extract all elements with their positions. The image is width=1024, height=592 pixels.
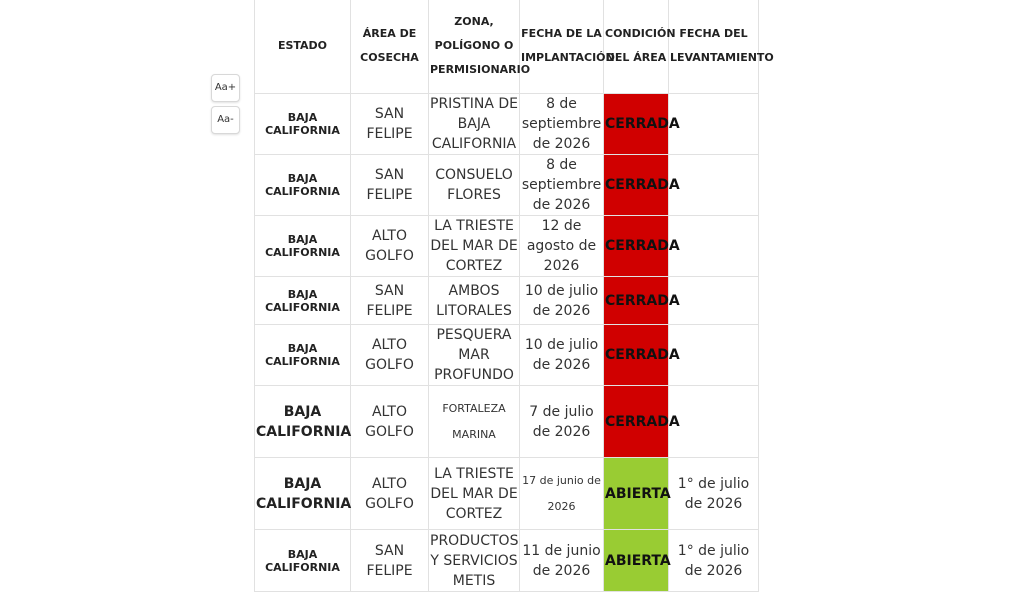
cell-zona: LA TRIESTE DEL MAR DE CORTEZ <box>429 216 520 277</box>
cell-condicion: CERRADA <box>604 386 669 458</box>
header-area: ÁREA DE COSECHA <box>351 0 429 94</box>
decrease-font-button[interactable]: Aa- <box>211 106 240 134</box>
table-row <box>255 386 759 458</box>
table-header-row <box>255 0 759 94</box>
cell-estado: BAJA CALIFORNIA <box>255 530 351 592</box>
cell-area: ALTO GOLFO <box>351 386 429 458</box>
table-row <box>255 458 759 530</box>
cell-fecha-levantamiento <box>669 94 759 155</box>
cell-condicion: CERRADA <box>604 155 669 216</box>
cell-area: SAN FELIPE <box>351 94 429 155</box>
cell-fecha-levantamiento <box>669 216 759 277</box>
cell-estado: BAJA CALIFORNIA <box>255 386 351 458</box>
cell-fecha-implantacion: 8 de septiembre de 2026 <box>520 155 604 216</box>
header-estado: ESTADO <box>255 0 351 94</box>
table-row <box>255 216 759 277</box>
table-row <box>255 277 759 325</box>
cell-condicion: ABIERTA <box>604 530 669 592</box>
cell-area: ALTO GOLFO <box>351 458 429 530</box>
table-row <box>255 325 759 386</box>
cell-area: ALTO GOLFO <box>351 325 429 386</box>
cell-condicion: CERRADA <box>604 277 669 325</box>
cell-condicion: CERRADA <box>604 325 669 386</box>
cell-fecha-levantamiento <box>669 155 759 216</box>
cell-fecha-levantamiento <box>669 325 759 386</box>
table-row <box>255 530 759 592</box>
cell-zona: FORTALEZA MARINA <box>429 386 520 458</box>
cell-fecha-implantacion: 11 de junio de 2026 <box>520 530 604 592</box>
cell-zona: PRISTINA DE BAJA CALIFORNIA <box>429 94 520 155</box>
font-size-controls <box>211 74 240 138</box>
cell-condicion: ABIERTA <box>604 458 669 530</box>
cell-fecha-implantacion: 10 de julio de 2026 <box>520 325 604 386</box>
cell-zona: PESQUERA MAR PROFUNDO <box>429 325 520 386</box>
cell-zona: CONSUELO FLORES <box>429 155 520 216</box>
table-row <box>255 94 759 155</box>
cell-fecha-implantacion: 17 de junio de 2026 <box>520 458 604 530</box>
cell-area: ALTO GOLFO <box>351 216 429 277</box>
cell-fecha-implantacion: 7 de julio de 2026 <box>520 386 604 458</box>
cell-estado: BAJA CALIFORNIA <box>255 155 351 216</box>
cell-fecha-levantamiento: 1° de julio de 2026 <box>669 458 759 530</box>
cell-fecha-levantamiento <box>669 386 759 458</box>
cell-area: SAN FELIPE <box>351 530 429 592</box>
header-condicion: CONDICIÓN DEL ÁREA <box>604 0 669 94</box>
cell-zona: PRODUCTOS Y SERVICIOS METIS <box>429 530 520 592</box>
cell-estado: BAJA CALIFORNIA <box>255 277 351 325</box>
cell-area: SAN FELIPE <box>351 277 429 325</box>
cell-fecha-implantacion: 8 de septiembre de 2026 <box>520 94 604 155</box>
cell-fecha-levantamiento: 1° de julio de 2026 <box>669 530 759 592</box>
cell-condicion: CERRADA <box>604 216 669 277</box>
cell-estado: BAJA CALIFORNIA <box>255 216 351 277</box>
cell-condicion: CERRADA <box>604 94 669 155</box>
cell-fecha-implantacion: 12 de agosto de 2026 <box>520 216 604 277</box>
cell-fecha-levantamiento <box>669 277 759 325</box>
cell-area: SAN FELIPE <box>351 155 429 216</box>
cell-zona: LA TRIESTE DEL MAR DE CORTEZ <box>429 458 520 530</box>
cell-estado: BAJA CALIFORNIA <box>255 458 351 530</box>
cell-fecha-implantacion: 10 de julio de 2026 <box>520 277 604 325</box>
header-zona: ZONA, POLÍGONO O PERMISIONARIO <box>429 0 520 94</box>
cell-zona: AMBOS LITORALES <box>429 277 520 325</box>
header-fecha-implantacion: FECHA DE LA IMPLANTACIÓN <box>520 0 604 94</box>
header-fecha-levantamiento: FECHA DEL LEVANTAMIENTO <box>669 0 759 94</box>
cell-estado: BAJA CALIFORNIA <box>255 325 351 386</box>
cell-estado: BAJA CALIFORNIA <box>255 94 351 155</box>
closures-table <box>254 0 774 592</box>
increase-font-button[interactable]: Aa+ <box>211 74 240 102</box>
table-row <box>255 155 759 216</box>
